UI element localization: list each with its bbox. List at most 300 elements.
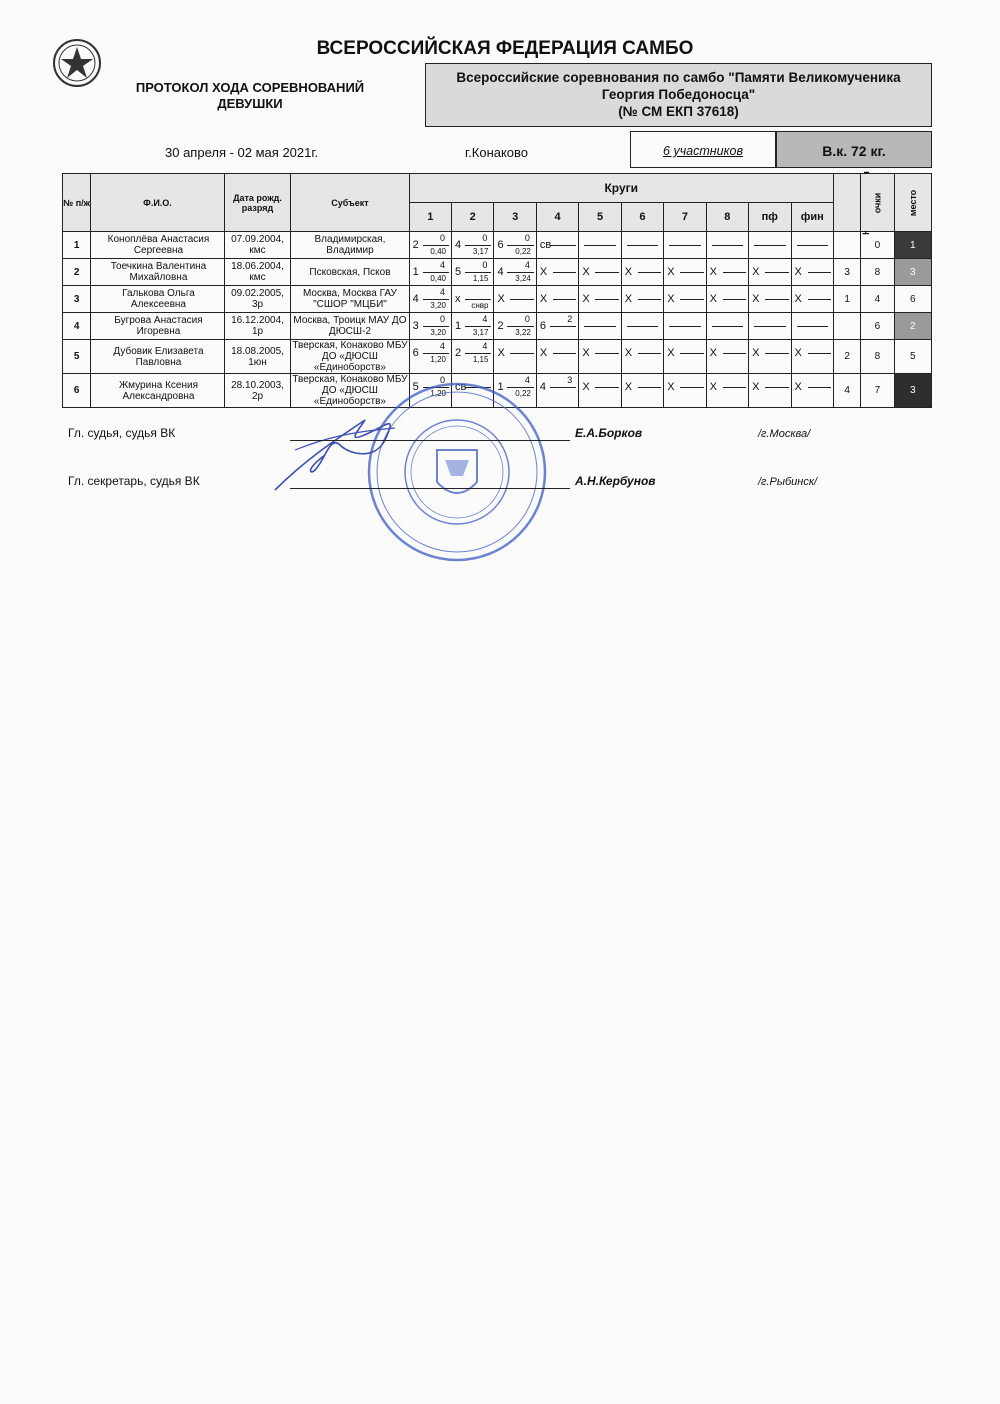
athlete-subject-line1: Тверская, Конаково МБУ <box>292 340 408 351</box>
round-header-3: 3 <box>494 203 536 232</box>
eliminated-line <box>553 353 576 354</box>
eliminated-mark: X <box>624 381 633 393</box>
eliminated-line <box>723 387 746 388</box>
round-cell <box>452 232 494 259</box>
bout-line <box>423 299 449 300</box>
chief-secretary-sign-line <box>290 488 570 489</box>
eliminated-line <box>680 387 703 388</box>
eliminated-mark: X <box>624 266 633 278</box>
athlete-subject-line1: Москва, Москва ГАУ <box>302 288 397 299</box>
athlete-subject <box>291 259 409 286</box>
round-cell <box>706 374 748 408</box>
athlete-dob-rank <box>224 232 291 259</box>
bout-time: 0,22 <box>515 247 531 256</box>
bout-opponent: 2 <box>497 320 504 332</box>
table-row <box>63 340 932 374</box>
exit-round <box>833 313 860 340</box>
eliminated-line <box>808 353 831 354</box>
points: 7 <box>861 374 894 408</box>
bout-time: 3,24 <box>515 274 531 283</box>
athlete-dob: 16.12.2004, <box>231 315 284 326</box>
bout-opponent: 5 <box>455 266 462 278</box>
place-badge: 3 <box>894 259 931 286</box>
athlete-name-line2: Алексеевна <box>130 299 186 310</box>
bout-score: 4 <box>482 314 488 324</box>
bout-score: 0 <box>482 260 488 270</box>
athlete-subject-line1: Тверская, Конаково МБУ <box>292 374 408 385</box>
bout-score: 2 <box>567 314 573 324</box>
round-header-1: 1 <box>409 203 451 232</box>
athlete-number: 6 <box>63 374 91 408</box>
eliminated-mark: X <box>794 347 802 359</box>
bout-opponent: 6 <box>539 320 546 332</box>
bout-time: снвр <box>471 301 489 310</box>
chief-judge-label: Гл. судья, судья ВК <box>68 426 176 440</box>
round-cell <box>664 374 706 408</box>
eliminated-mark: X <box>667 347 675 359</box>
round-cell <box>791 313 833 340</box>
round-cell <box>791 232 833 259</box>
athlete-name-line1: Бугрова Анастасия <box>114 315 203 326</box>
athlete-subject <box>291 232 409 259</box>
exit-round: 2 <box>833 340 860 374</box>
athlete-rank: 2р <box>251 390 264 402</box>
bout-score: 4 <box>439 260 445 270</box>
empty-round-line <box>754 326 785 327</box>
eliminated-mark: X <box>752 266 760 278</box>
round-header-7: 7 <box>664 203 706 232</box>
exit-round <box>833 232 860 259</box>
bout-line <box>507 245 533 246</box>
federation-title: ВСЕРОССИЙСКАЯ ФЕДЕРАЦИЯ САМБО <box>316 38 694 59</box>
eliminated-mark: X <box>624 347 633 359</box>
col-points: очки <box>861 174 894 232</box>
eliminated-mark: X <box>709 293 717 305</box>
athlete-name <box>91 286 224 313</box>
athlete-rank: кмс <box>249 272 266 283</box>
athlete-name-line2: Михайловна <box>129 272 188 283</box>
eliminated-line <box>680 299 703 300</box>
athlete-subject-line2: ДО «ДЮСШ «Единоборств» <box>313 385 386 407</box>
athlete-name-line1: Галькова Ольга <box>122 288 195 299</box>
table-row <box>63 313 932 340</box>
empty-round-line <box>669 245 700 246</box>
athlete-number: 3 <box>63 286 91 313</box>
athlete-dob: 18.08.2005, <box>231 345 284 357</box>
bout-opponent: св <box>455 381 467 393</box>
place-badge: 3 <box>894 374 931 408</box>
round-cell <box>494 286 536 313</box>
athlete-rank: 1юн <box>248 356 267 368</box>
col-rounds: Круги <box>409 174 833 203</box>
round-cell <box>452 259 494 286</box>
bout-score: 4 <box>524 375 530 385</box>
round-cell <box>791 340 833 374</box>
chief-secretary-label: Гл. секретарь, судья ВК <box>68 474 200 488</box>
athlete-subject-line1: Москва, Троицк МАУ ДО <box>293 315 407 326</box>
athlete-dob: 28.10.2003, <box>231 379 284 391</box>
athlete-name <box>91 374 224 408</box>
bout-score: 0 <box>482 233 488 243</box>
event-line2: Георгия Победоносца" <box>601 87 756 102</box>
eliminated-mark: X <box>582 381 590 393</box>
bout-time: 0,40 <box>430 247 446 256</box>
sambo-federation-logo <box>52 38 102 88</box>
bout-opponent: 4 <box>412 293 419 305</box>
eliminated-line <box>765 299 788 300</box>
eliminated-mark: X <box>539 347 548 359</box>
eliminated-line <box>808 272 831 273</box>
eliminated-line <box>765 272 788 273</box>
bout-line <box>550 245 576 246</box>
athlete-subject-line2: ДЮСШ-2 <box>328 326 371 337</box>
athlete-subject <box>291 286 409 313</box>
exit-round: 3 <box>833 259 860 286</box>
eliminated-mark: X <box>624 293 633 305</box>
round-cell <box>536 313 578 340</box>
round-header-10: фин <box>791 203 833 232</box>
athlete-dob: 18.06.2004, <box>231 261 284 272</box>
eliminated-line <box>638 387 661 388</box>
round-cell <box>664 259 706 286</box>
athlete-dob: 07.09.2004, <box>231 234 284 245</box>
athlete-dob-rank <box>224 313 291 340</box>
bout-time: 3,17 <box>472 247 489 256</box>
round-cell <box>494 340 536 374</box>
bout-opponent: 2 <box>412 239 419 251</box>
eliminated-mark: X <box>752 381 760 393</box>
eliminated-line <box>808 387 831 388</box>
chief-secretary-name: А.Н.Кербунов <box>575 474 656 488</box>
eliminated-mark: X <box>667 381 675 393</box>
athlete-name <box>91 232 224 259</box>
athlete-name <box>91 313 224 340</box>
bout-score: 0 <box>524 233 530 243</box>
round-cell <box>536 286 578 313</box>
bout-time: 0,40 <box>430 274 446 283</box>
eliminated-mark: X <box>752 347 760 359</box>
round-cell <box>749 313 791 340</box>
eliminated-mark: X <box>709 347 717 359</box>
participants-count: 6 участников <box>630 131 776 168</box>
athlete-number: 5 <box>63 340 91 374</box>
empty-round-line <box>797 245 828 246</box>
athlete-subject-line1: Псковская, Псков <box>309 266 391 278</box>
bout-line <box>507 326 533 327</box>
round-header-4: 4 <box>536 203 578 232</box>
col-num: № п/ж <box>63 174 91 232</box>
athlete-number: 1 <box>63 232 91 259</box>
bout-score: 4 <box>482 341 488 351</box>
empty-round-line <box>669 326 700 327</box>
col-name: Ф.И.О. <box>91 174 224 232</box>
athlete-number: 4 <box>63 313 91 340</box>
round-cell <box>452 340 494 374</box>
athlete-name-line1: Коноплёва Анастасия <box>107 234 210 245</box>
round-cell <box>409 232 451 259</box>
chief-judge-sign-line <box>290 440 570 441</box>
eliminated-mark: X <box>667 266 675 278</box>
round-cell <box>452 313 494 340</box>
round-cell <box>749 232 791 259</box>
bout-opponent: 4 <box>455 239 462 251</box>
athlete-name <box>91 259 224 286</box>
points: 0 <box>861 232 894 259</box>
athlete-name-line1: Жмурина Ксения <box>118 379 198 391</box>
eliminated-line <box>553 272 576 273</box>
bout-opponent: 1 <box>412 266 419 278</box>
athlete-rank: 1р <box>251 326 264 337</box>
points: 8 <box>861 259 894 286</box>
bout-opponent: 6 <box>497 239 504 251</box>
protocol-title <box>115 80 385 112</box>
round-cell <box>621 259 663 286</box>
round-cell <box>791 374 833 408</box>
eliminated-line <box>765 353 788 354</box>
eliminated-mark: X <box>582 347 590 359</box>
bout-time: 1,20 <box>430 389 446 398</box>
competition-city: г.Конаково <box>465 145 529 160</box>
athlete-subject <box>291 313 409 340</box>
eliminated-mark: X <box>667 293 675 305</box>
bout-time: 1,20 <box>430 355 446 364</box>
bout-line <box>423 326 449 327</box>
empty-round-line <box>754 245 785 246</box>
bout-line <box>465 272 491 273</box>
competition-dates: 30 апреля - 02 мая 2021г. <box>165 145 319 160</box>
athlete-name-line2: Игоревна <box>136 326 181 337</box>
points: 8 <box>861 340 894 374</box>
bout-opponent: 5 <box>412 381 419 393</box>
athlete-dob: 09.02.2005, <box>231 288 284 299</box>
round-cell <box>409 340 451 374</box>
round-header-6: 6 <box>621 203 663 232</box>
athlete-name-line1: Дубовик Елизавета <box>113 345 204 357</box>
eliminated-mark: X <box>794 266 802 278</box>
round-cell <box>664 286 706 313</box>
bout-opponent: 1 <box>497 381 504 393</box>
round-header-5: 5 <box>579 203 621 232</box>
judge-signature <box>255 400 415 500</box>
eliminated-mark: X <box>709 381 717 393</box>
empty-round-line <box>797 326 828 327</box>
round-cell <box>621 340 663 374</box>
round-cell <box>791 286 833 313</box>
round-cell <box>706 259 748 286</box>
round-cell <box>664 232 706 259</box>
event-line1: Всероссийские соревнования по самбо "Памяти Великомученика <box>456 70 901 85</box>
col-exit-round <box>833 174 860 232</box>
eliminated-line <box>553 299 576 300</box>
empty-round-line <box>627 245 658 246</box>
empty-round-line <box>627 326 658 327</box>
bout-opponent: 4 <box>539 381 546 393</box>
eliminated-mark: X <box>497 347 505 359</box>
bout-opponent: 3 <box>412 320 419 332</box>
bout-opponent: х <box>455 293 461 305</box>
empty-round-line <box>584 326 615 327</box>
bout-line <box>550 387 576 388</box>
place-badge: 1 <box>894 232 931 259</box>
bout-time: 3,22 <box>515 328 531 337</box>
round-cell <box>749 374 791 408</box>
athlete-name-line2: Сергеевна <box>133 245 184 256</box>
place-badge: 6 <box>894 286 931 313</box>
round-cell <box>579 259 621 286</box>
col-place: место <box>894 174 931 232</box>
bout-score: 0 <box>439 375 445 385</box>
eliminated-line <box>595 272 618 273</box>
event-line3: (№ СМ ЕКП 37618) <box>618 104 739 119</box>
bout-score: 4 <box>524 260 530 270</box>
round-cell <box>579 286 621 313</box>
round-cell <box>536 340 578 374</box>
round-cell <box>749 259 791 286</box>
eliminated-line <box>638 353 661 354</box>
bout-line <box>423 353 449 354</box>
round-cell <box>579 374 621 408</box>
chief-judge-name: Е.А.Борков <box>575 426 643 440</box>
points: 6 <box>861 313 894 340</box>
athlete-subject-line2: ДО «ДЮСШ «Единоборств» <box>313 351 386 373</box>
eliminated-mark: X <box>752 293 760 305</box>
round-cell <box>579 313 621 340</box>
bout-line <box>465 299 491 300</box>
round-cell <box>409 313 451 340</box>
round-cell <box>452 286 494 313</box>
round-cell <box>409 259 451 286</box>
bout-time: 0,22 <box>515 389 531 398</box>
bout-line <box>550 326 576 327</box>
bout-time: 3,20 <box>430 328 446 337</box>
round-header-2: 2 <box>452 203 494 232</box>
bout-opponent: св <box>539 239 552 251</box>
table-row <box>63 286 932 313</box>
event-title-box <box>425 63 932 127</box>
round-cell <box>706 286 748 313</box>
eliminated-line <box>638 299 661 300</box>
empty-round-line <box>712 326 743 327</box>
points: 4 <box>861 286 894 313</box>
eliminated-line <box>723 272 746 273</box>
round-cell <box>664 340 706 374</box>
eliminated-line <box>638 272 661 273</box>
eliminated-line <box>723 299 746 300</box>
eliminated-line <box>723 353 746 354</box>
round-cell <box>749 286 791 313</box>
round-cell <box>706 232 748 259</box>
empty-round-line <box>712 245 743 246</box>
round-cell <box>579 340 621 374</box>
bout-time: 3,17 <box>472 328 489 337</box>
round-cell <box>791 259 833 286</box>
eliminated-mark: X <box>497 293 505 305</box>
athlete-dob-rank <box>224 340 291 374</box>
athlete-name <box>91 340 224 374</box>
chief-secretary-city: /г.Рыбинск/ <box>758 476 818 488</box>
chief-judge-city: /г.Москва/ <box>758 428 811 440</box>
bout-line <box>465 353 491 354</box>
eliminated-mark: X <box>709 266 717 278</box>
bout-time: 1,15 <box>472 274 489 283</box>
eliminated-line <box>595 353 618 354</box>
round-cell <box>494 232 536 259</box>
round-cell <box>621 232 663 259</box>
athlete-name-line1: Тоечкина Валентина <box>110 261 207 272</box>
col-dob: Дата рожд. разряд <box>224 174 291 232</box>
eliminated-line <box>510 299 533 300</box>
eliminated-mark: X <box>794 293 802 305</box>
bout-score: 0 <box>439 233 445 243</box>
eliminated-mark: X <box>582 293 590 305</box>
athlete-number: 2 <box>63 259 91 286</box>
round-cell <box>706 313 748 340</box>
round-cell <box>579 232 621 259</box>
athlete-name-line2: Павловна <box>135 356 182 368</box>
exit-round: 4 <box>833 374 860 408</box>
bout-score: 4 <box>439 341 445 351</box>
round-cell <box>621 286 663 313</box>
place-badge: 5 <box>894 340 931 374</box>
place-badge: 2 <box>894 313 931 340</box>
bout-line <box>507 272 533 273</box>
athlete-rank: 3р <box>251 299 264 310</box>
eliminated-line <box>680 272 703 273</box>
eliminated-mark: X <box>539 293 548 305</box>
eliminated-line <box>510 353 533 354</box>
round-cell <box>536 259 578 286</box>
bout-line <box>423 272 449 273</box>
round-cell <box>494 259 536 286</box>
athlete-dob-rank <box>224 259 291 286</box>
eliminated-line <box>595 299 618 300</box>
round-cell <box>536 232 578 259</box>
athlete-dob-rank <box>224 286 291 313</box>
eliminated-mark: X <box>539 266 548 278</box>
athlete-subject <box>291 340 409 374</box>
weight-category: В.к. 72 кг. <box>776 131 932 168</box>
athlete-subject-line1: Владимирская, Владимир <box>314 234 386 256</box>
round-cell <box>749 340 791 374</box>
bout-line <box>465 245 491 246</box>
protocol-title-line2: ДЕВУШКИ <box>217 96 283 111</box>
eliminated-mark: X <box>794 381 802 393</box>
table-row <box>63 259 932 286</box>
protocol-title-line1: ПРОТОКОЛ ХОДА СОРЕВНОВАНИЙ <box>135 80 365 95</box>
bout-line <box>465 326 491 327</box>
round-header-9: пф <box>749 203 791 232</box>
exit-round: 1 <box>833 286 860 313</box>
table-row <box>63 232 932 259</box>
athlete-rank: кмс <box>249 245 266 256</box>
bout-score: 0 <box>524 314 530 324</box>
round-cell <box>621 374 663 408</box>
eliminated-line <box>595 387 618 388</box>
round-cell <box>664 313 706 340</box>
round-cell <box>706 340 748 374</box>
bout-time: 1,15 <box>472 355 489 364</box>
protocol-table <box>62 173 932 408</box>
bout-score: 0 <box>439 314 445 324</box>
bout-opponent: 6 <box>412 347 419 359</box>
col-subject: Субъект <box>291 174 409 232</box>
athlete-subject-line2: "СШОР "МЦБИ" <box>313 299 387 310</box>
bout-time: 3,20 <box>430 301 446 310</box>
athlete-name-line2: Александровна <box>122 390 195 402</box>
bout-score: 4 <box>439 287 445 297</box>
empty-round-line <box>584 245 615 246</box>
bout-opponent: 2 <box>455 347 462 359</box>
